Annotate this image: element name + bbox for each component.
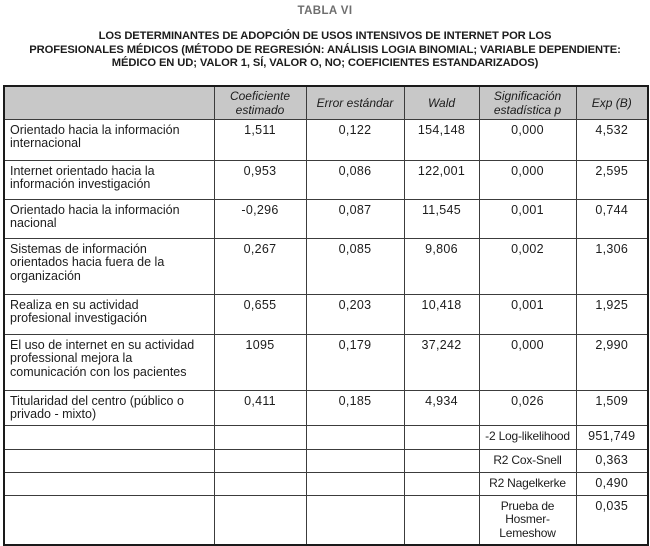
row-coef: 0,411: [214, 390, 306, 425]
row-sig: 0,000: [479, 160, 576, 199]
row-coef: -0,296: [214, 199, 306, 238]
table-row: [4, 160, 648, 199]
empty-cell: [4, 472, 214, 495]
header-significacion: Significación estadística p: [479, 86, 576, 120]
empty-cell: [404, 449, 479, 472]
empty-cell: [306, 449, 404, 472]
row-se: 0,086: [306, 160, 404, 199]
stat-value-r2-cox-snell: 0,363: [576, 449, 648, 472]
row-wald: 154,148: [404, 119, 479, 160]
row-coef: 0,267: [214, 238, 306, 294]
row-exp: 2,990: [576, 334, 648, 390]
regression-table: [3, 85, 649, 546]
footer-row: [4, 425, 648, 449]
header-coeficiente-estimado: Coeficiente estimado: [214, 86, 306, 120]
row-variable: Orientado hacia la información nacional: [4, 199, 214, 238]
row-coef: 1,511: [214, 119, 306, 160]
header-exp-b: Exp (B): [576, 86, 648, 120]
stat-value-r2-nagelkerke: 0,490: [576, 472, 648, 495]
caption-line-3: MÉDICO EN UD; VALOR 1, SÍ, VALOR O, NO; COEFICIENTES ESTANDARIZADOS): [0, 57, 650, 71]
table-row: [4, 199, 648, 238]
row-coef: 1095: [214, 334, 306, 390]
row-variable: Realiza en su actividad profesional investigación: [4, 294, 214, 334]
row-wald: 37,242: [404, 334, 479, 390]
empty-cell: [4, 449, 214, 472]
row-sig: 0,002: [479, 238, 576, 294]
row-coef: 0,953: [214, 160, 306, 199]
header-row: [4, 86, 648, 120]
table-row: [4, 334, 648, 390]
row-variable: Orientado hacia la información internacional: [4, 119, 214, 160]
table-caption: [0, 30, 650, 71]
row-variable: Titularidad del centro (público o privado - mixto): [4, 390, 214, 425]
caption-line-2: PROFESIONALES MÉDICOS (MÉTODO DE REGRESIÓN: ANÁLISIS LOGIA BINOMIAL; VARIABLE DEPENDIENTE:: [0, 44, 650, 58]
footer-row: [4, 472, 648, 495]
header-error-estandar: Error estándar: [306, 86, 404, 120]
table-number-title: TABLA VI: [0, 0, 650, 17]
row-sig: 0,000: [479, 119, 576, 160]
empty-cell: [404, 472, 479, 495]
row-variable: Sistemas de información orientados hacia fuera de la organización: [4, 238, 214, 294]
row-sig: 0,026: [479, 390, 576, 425]
row-exp: 1,306: [576, 238, 648, 294]
row-variable: El uso de internet en su actividad professional mejora la comunicación con los pacientes: [4, 334, 214, 390]
row-wald: 4,934: [404, 390, 479, 425]
row-sig: 0,001: [479, 199, 576, 238]
row-exp: 2,595: [576, 160, 648, 199]
empty-cell: [4, 495, 214, 545]
empty-cell: [404, 495, 479, 545]
empty-cell: [4, 425, 214, 449]
row-se: 0,087: [306, 199, 404, 238]
caption-line-1: LOS DETERMINANTES DE ADOPCIÓN DE USOS INTENSIVOS DE INTERNET POR LOS: [0, 30, 650, 44]
table-row: [4, 294, 648, 334]
stat-label-log-likelihood: -2 Log-likelihood: [479, 425, 576, 449]
empty-cell: [214, 472, 306, 495]
row-exp: 0,744: [576, 199, 648, 238]
row-sig: 0,000: [479, 334, 576, 390]
row-coef: 0,655: [214, 294, 306, 334]
empty-cell: [306, 425, 404, 449]
stat-label-r2-nagelkerke: R2 Nagelkerke: [479, 472, 576, 495]
row-wald: 122,001: [404, 160, 479, 199]
header-variable-empty: [4, 86, 214, 120]
row-exp: 4,532: [576, 119, 648, 160]
row-variable: Internet orientado hacia la información investigación: [4, 160, 214, 199]
row-se: 0,122: [306, 119, 404, 160]
row-wald: 11,545: [404, 199, 479, 238]
header-wald: Wald: [404, 86, 479, 120]
empty-cell: [404, 425, 479, 449]
row-exp: 1,509: [576, 390, 648, 425]
empty-cell: [306, 495, 404, 545]
row-se: 0,185: [306, 390, 404, 425]
empty-cell: [306, 472, 404, 495]
row-se: 0,203: [306, 294, 404, 334]
row-wald: 10,418: [404, 294, 479, 334]
table-row: [4, 238, 648, 294]
stat-label-r2-cox-snell: R2 Cox-Snell: [479, 449, 576, 472]
row-exp: 1,925: [576, 294, 648, 334]
footer-row: [4, 449, 648, 472]
row-se: 0,179: [306, 334, 404, 390]
row-se: 0,085: [306, 238, 404, 294]
footer-row: [4, 495, 648, 545]
row-sig: 0,001: [479, 294, 576, 334]
empty-cell: [214, 449, 306, 472]
empty-cell: [214, 425, 306, 449]
stat-value-log-likelihood: 951,749: [576, 425, 648, 449]
stat-label-hosmer-lemeshow: Prueba de Hosmer- Lemeshow: [479, 495, 576, 545]
row-wald: 9,806: [404, 238, 479, 294]
empty-cell: [214, 495, 306, 545]
table-row: [4, 390, 648, 425]
table-row: [4, 119, 648, 160]
stat-value-hosmer-lemeshow: 0,035: [576, 495, 648, 545]
